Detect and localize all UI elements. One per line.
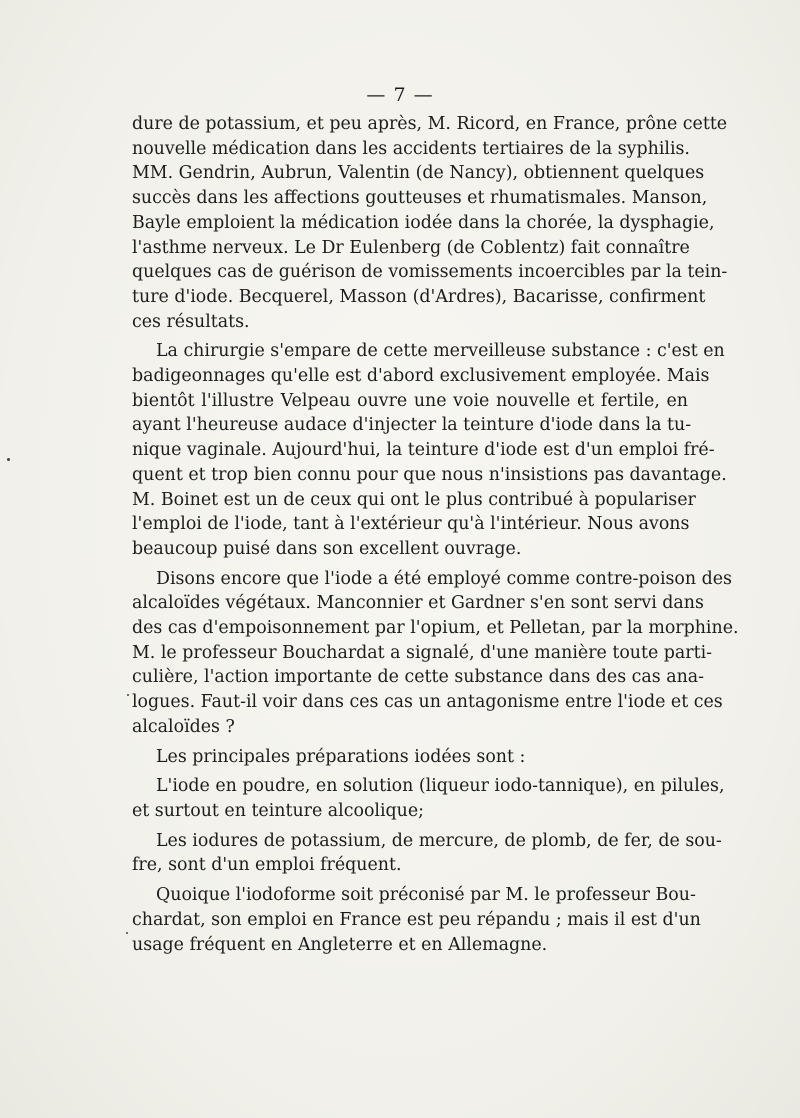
text-line: des cas d'empoisonnement par l'opium, et Pelletan, par la morphine. — [132, 618, 739, 639]
paragraph — [132, 567, 739, 740]
paragraph — [132, 774, 725, 823]
text-line: fre, sont d'un emploi fréquent. — [132, 855, 402, 876]
text-line: M. Boinet est un de ceux qui ont le plus contribué à populariser — [132, 489, 696, 510]
text-line: alcaloïdes ? — [132, 716, 235, 737]
text-line: Bayle emploient la médication iodée dans la chorée, la dysphagie, — [132, 212, 715, 233]
text-line: Les principales préparations iodées sont : — [156, 746, 526, 767]
paragraph — [132, 339, 727, 561]
text-line: quelques cas de guérison de vomissements incoercibles par la tein- — [132, 262, 728, 283]
page-number: — 7 — — [366, 84, 434, 106]
text-line: l'emploi de l'iode, tant à l'extérieur qu'à l'intérieur. Nous avons — [132, 514, 690, 535]
text-line: ture d'iode. Becquerel, Masson (d'Ardres), Bacarisse, confirment — [132, 286, 706, 307]
text-line: usage fréquent en Angleterre et en Allemagne. — [132, 934, 548, 955]
text-line: l'asthme nerveux. Le Dr Eulenberg (de Coblentz) fait connaître — [132, 237, 690, 258]
text-line: logues. Faut-il voir dans ces cas un antagonisme entre l'iode et ces — [132, 692, 723, 713]
text-line: Disons encore que l'iode a été employé comme contre-poison des — [156, 568, 732, 589]
paragraph — [132, 745, 688, 770]
text-line: et surtout en teinture alcoolique; — [132, 800, 425, 821]
text-line: beaucoup puisé dans son excellent ouvrage. — [132, 538, 522, 559]
text-line: Les iodures de potassium, de mercure, de plomb, de fer, de sou- — [156, 830, 722, 851]
text-line: chardat, son emploi en France est peu répandu ; mais il est d'un — [132, 909, 701, 930]
text-line: culière, l'action importante de cette substance dans des cas ana- — [132, 667, 705, 688]
text-line: ayant l'heureuse audace d'injecter la teinture d'iode dans la tu- — [132, 415, 692, 436]
text-line: Quoique l'iodoforme soit préconisé par M. le professeur Bou- — [156, 885, 696, 906]
text-line: MM. Gendrin, Aubrun, Valentin (de Nancy), obtiennent quelques — [132, 163, 705, 184]
text-line: alcaloïdes végétaux. Manconnier et Gardner s'en sont servi dans — [132, 593, 704, 614]
text-line: quent et trop bien connu pour que nous n'insistions pas davantage. — [132, 464, 727, 485]
ink-speck — [126, 932, 128, 934]
text-line: nouvelle médication dans les accidents tertiaires de la syphilis. — [132, 138, 690, 159]
text-line: badigeonnages qu'elle est d'abord exclusivement employée. Mais — [132, 366, 710, 387]
text-line: dure de potassium, et peu après, M. Ricord, en France, prône cette — [132, 114, 728, 134]
body-text — [132, 112, 739, 957]
text-line: L'iode en poudre, en solution (liqueur iodo-tannique), en pilules, — [156, 776, 725, 797]
paragraph — [132, 112, 728, 334]
paragraph — [132, 829, 722, 878]
text-line: succès dans les affections goutteuses et rhumatismales. Manson, — [132, 188, 708, 209]
text-line: M. le professeur Bouchardat a signalé, d'une manière toute parti- — [132, 642, 713, 663]
text-line: nique vaginale. Aujourd'hui, la teinture d'iode est d'un emploi fré- — [132, 440, 715, 461]
paragraph — [132, 883, 701, 957]
text-line: bientôt l'illustre Velpeau ouvre une voie nouvelle et fertile, en — [132, 390, 688, 411]
ink-speck — [7, 458, 10, 461]
ink-speck — [127, 694, 129, 696]
text-line: ces résultats. — [132, 311, 250, 332]
text-line: La chirurgie s'empare de cette merveilleuse substance : c'est en — [156, 341, 725, 362]
